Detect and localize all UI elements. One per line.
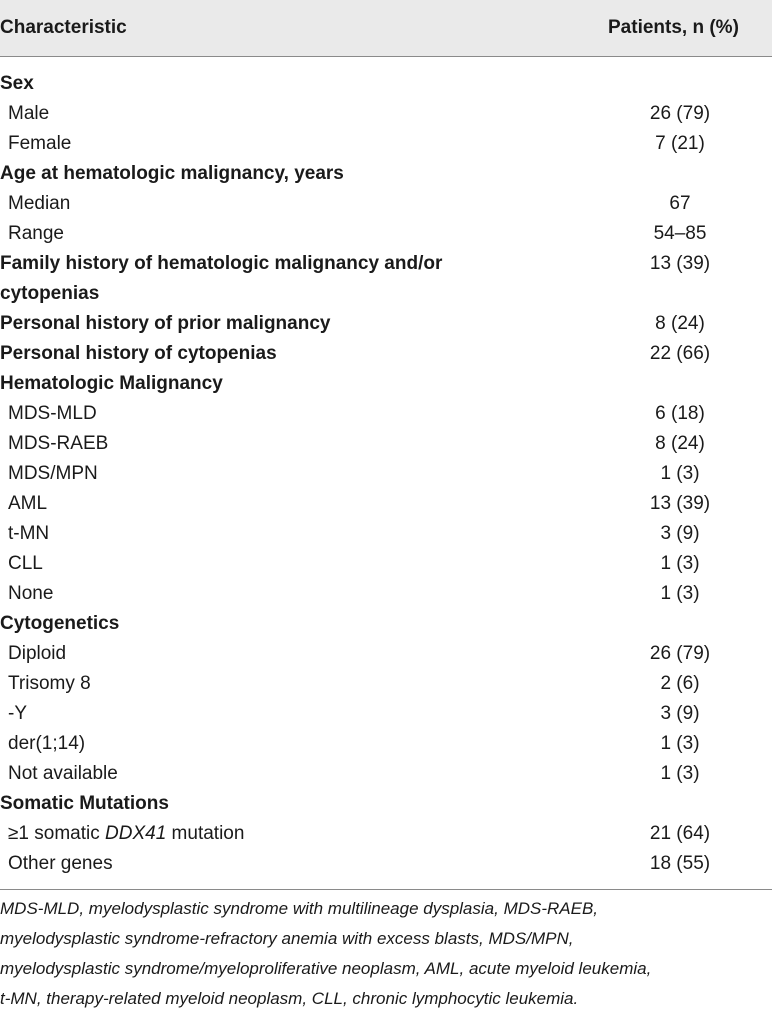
section-label: Personal history of prior malignancy — [0, 313, 331, 334]
row-value: 3 (9) — [660, 523, 700, 544]
section-label: Age at hematologic malignancy, years — [0, 163, 344, 184]
row-label: None — [8, 583, 54, 604]
row-value: 2 (6) — [660, 673, 700, 694]
row-label: CLL — [8, 553, 43, 574]
header-patients: Patients, n (%) — [608, 17, 739, 38]
row-value: 6 (18) — [655, 403, 705, 424]
row-label: MDS/MPN — [8, 463, 98, 484]
section-label: Personal history of cytopenias — [0, 343, 277, 364]
row-value: 1 (3) — [660, 763, 700, 784]
row-label: der(1;14) — [8, 733, 86, 754]
row-label: -Y — [8, 703, 27, 724]
row-value: 67 — [669, 193, 691, 214]
row-label: Trisomy 8 — [8, 673, 91, 694]
row-value: 8 (24) — [655, 433, 705, 454]
section-label: cytopenias — [0, 283, 100, 304]
table-footnote — [0, 894, 766, 1014]
row-value: 22 (66) — [649, 343, 711, 364]
row-value: 26 (79) — [649, 103, 711, 124]
row-value: 1 (3) — [660, 553, 700, 574]
section-label: Hematologic Malignancy — [0, 373, 223, 394]
row-label: Median — [8, 193, 71, 214]
row-value: 13 (39) — [649, 493, 711, 514]
row-value: 7 (21) — [655, 133, 705, 154]
footnote-line: MDS-MLD, myelodysplastic syndrome with multilineage dysplasia, MDS-RAEB, — [0, 899, 599, 918]
row-label: Other genes — [8, 853, 113, 874]
row-label: AML — [8, 493, 48, 514]
row-label: MDS-MLD — [8, 403, 97, 424]
row-label: ≥1 somatic DDX41 mutation — [8, 823, 245, 844]
row-value: 8 (24) — [655, 313, 705, 334]
footnote-line: myelodysplastic syndrome-refractory anemia with excess blasts, MDS/MPN, — [0, 929, 574, 948]
header-rule — [0, 56, 772, 57]
row-value: 3 (9) — [660, 703, 700, 724]
section-label: Somatic Mutations — [0, 793, 169, 814]
row-value: 18 (55) — [649, 853, 711, 874]
row-value: 54–85 — [653, 223, 707, 244]
row-value: 13 (39) — [649, 253, 711, 274]
footnote-line: t-MN, therapy-related myeloid neoplasm, CLL, chronic lymphocytic leukemia. — [0, 989, 579, 1008]
row-label: Male — [8, 103, 50, 124]
section-label: Family history of hematologic malignancy and/or — [0, 253, 443, 274]
row-label: Diploid — [8, 643, 67, 664]
row-label: MDS-RAEB — [8, 433, 109, 454]
table-header — [0, 0, 772, 56]
section-label: Cytogenetics — [0, 613, 120, 634]
row-label: t-MN — [8, 523, 50, 544]
header-characteristic: Characteristic — [0, 17, 127, 38]
row-value: 26 (79) — [649, 643, 711, 664]
row-label: Female — [8, 133, 72, 154]
row-label: Range — [8, 223, 64, 244]
bottom-rule — [0, 889, 772, 890]
row-label: Not available — [8, 763, 118, 784]
row-value: 21 (64) — [649, 823, 711, 844]
row-value: 1 (3) — [660, 733, 700, 754]
footnote-line: myelodysplastic syndrome/myeloproliferative neoplasm, AML, acute myeloid leukemia, — [0, 959, 652, 978]
row-value: 1 (3) — [660, 463, 700, 484]
row-value: 1 (3) — [660, 583, 700, 604]
section-label: Sex — [0, 73, 34, 94]
